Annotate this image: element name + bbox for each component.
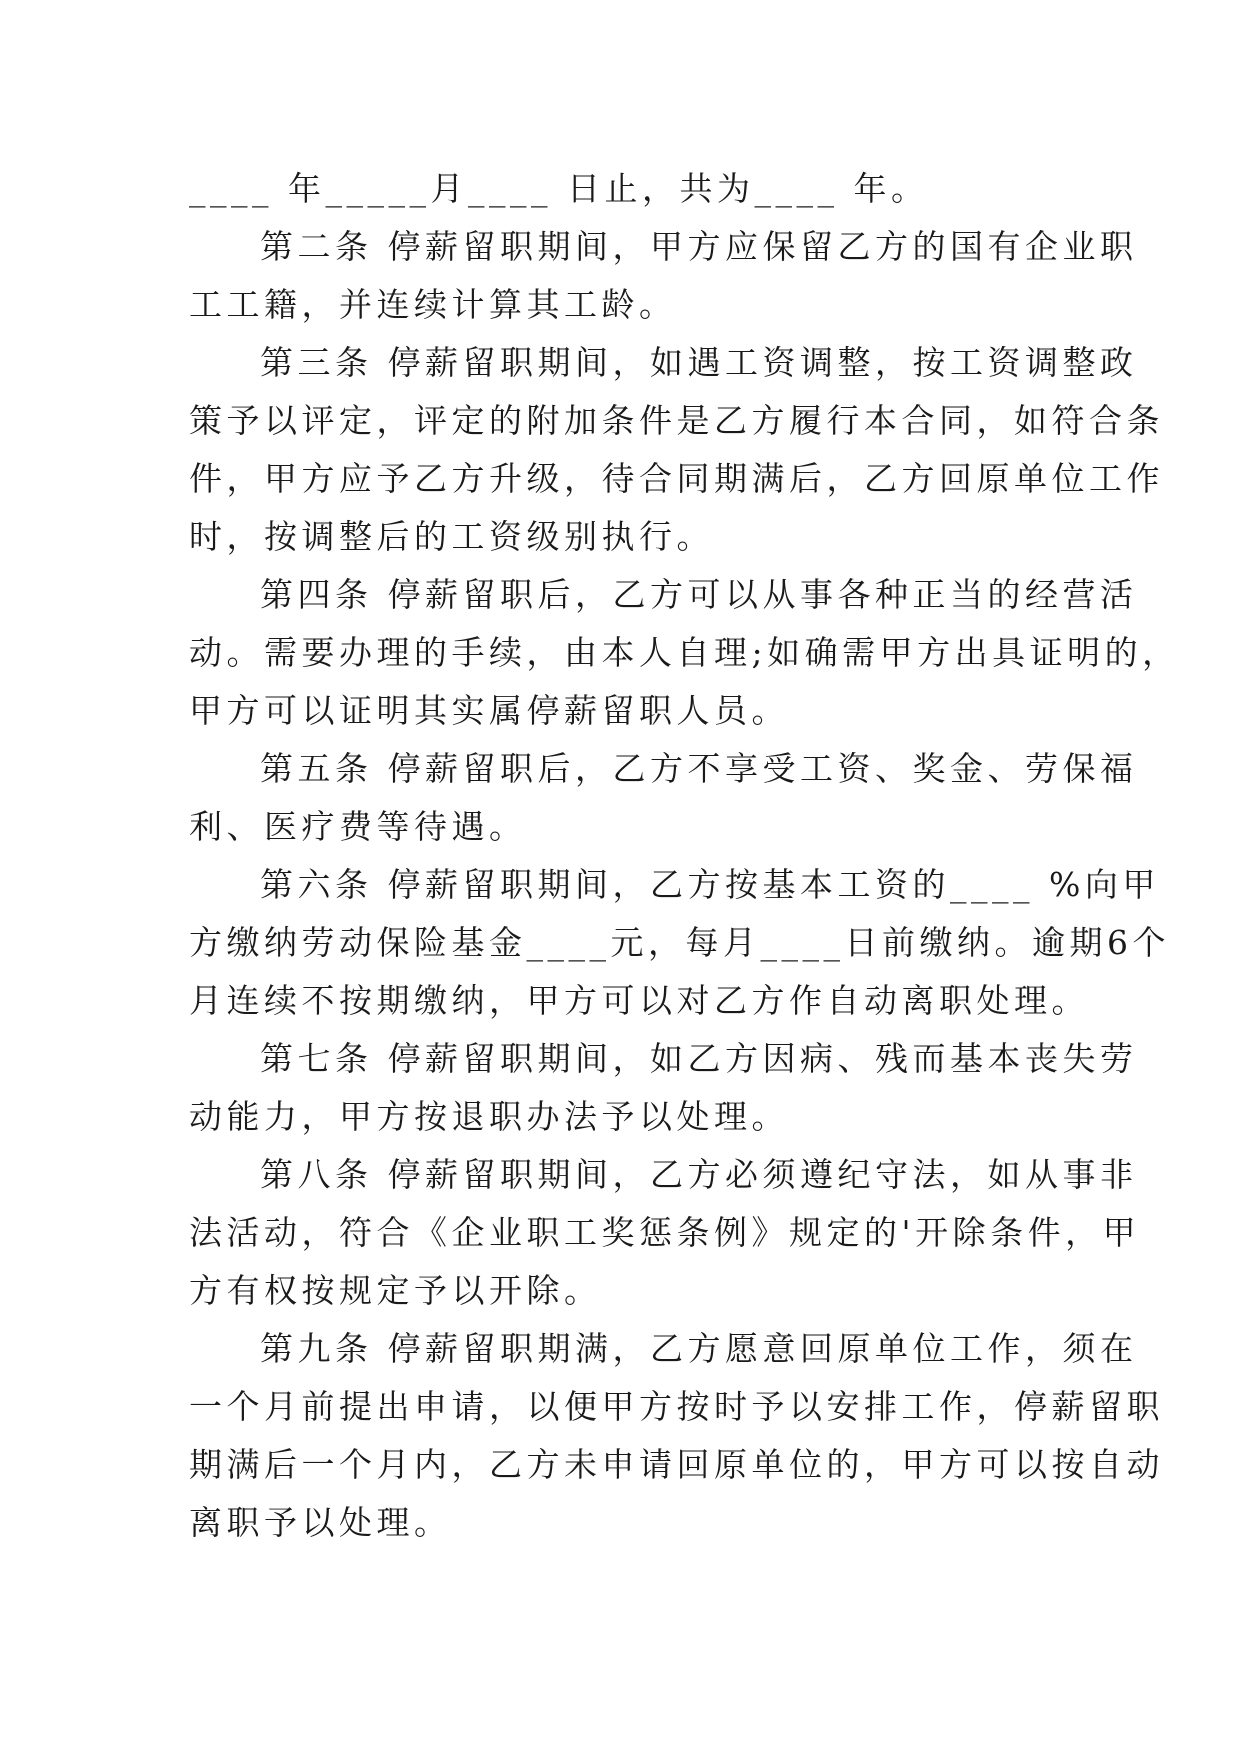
text-line: 方有权按规定予以开除。	[189, 1271, 602, 1310]
text-line: 离职予以处理。	[189, 1503, 452, 1542]
text-line: 策予以评定，评定的附加条件是乙方履行本合同，如符合条	[189, 401, 1164, 440]
clause-3-line: 第三条 停薪留职期间，如遇工资调整，按工资调整政	[260, 343, 1138, 382]
text-line: 月连续不按期缴纳，甲方可以对乙方作自动离职处理。	[189, 981, 1089, 1020]
clause-5-line: 第五条 停薪留职后，乙方不享受工资、奖金、劳保福	[260, 749, 1138, 788]
clause-8-line: 第八条 停薪留职期间，乙方必须遵纪守法，如从事非	[260, 1155, 1138, 1194]
text-line: 一个月前提出申请，以便甲方按时予以安排工作，停薪留职	[189, 1387, 1164, 1426]
text-line: 期满后一个月内，乙方未申请回原单位的，甲方可以按自动	[189, 1445, 1164, 1484]
clause-6-line: 第六条 停薪留职期间，乙方按基本工资的____ %向甲	[260, 865, 1160, 904]
text-line: 工工籍，并连续计算其工龄。	[189, 285, 677, 324]
clause-9-line: 第九条 停薪留职期满，乙方愿意回原单位工作，须在	[260, 1329, 1138, 1368]
text-line: 法活动，符合《企业职工奖惩条例》规定的'开除条件，甲	[189, 1213, 1141, 1252]
clause-7-line: 第七条 停薪留职期间，如乙方因病、残而基本丧失劳	[260, 1039, 1138, 1078]
clause-4-line: 第四条 停薪留职后，乙方可以从事各种正当的经营活	[260, 575, 1138, 614]
clause-2-line: 第二条 停薪留职期间，甲方应保留乙方的国有企业职	[260, 227, 1138, 266]
text-line: 动能力，甲方按退职办法予以处理。	[189, 1097, 789, 1136]
text-line: 动。需要办理的手续，由本人自理;如确需甲方出具证明的，	[189, 633, 1180, 672]
text-line: ____ 年_____月____ 日止，共为____ 年。	[189, 169, 929, 208]
contract-body	[189, 160, 1180, 1552]
text-line: 时，按调整后的工资级别执行。	[189, 517, 714, 556]
text-line: 甲方可以证明其实属停薪留职人员。	[189, 691, 789, 730]
text-line: 利、医疗费等待遇。	[189, 807, 527, 846]
text-line: 件，甲方应予乙方升级，待合同期满后，乙方回原单位工作	[189, 459, 1164, 498]
text-line: 方缴纳劳动保险基金____元，每月____日前缴纳。逾期6个	[189, 923, 1170, 962]
